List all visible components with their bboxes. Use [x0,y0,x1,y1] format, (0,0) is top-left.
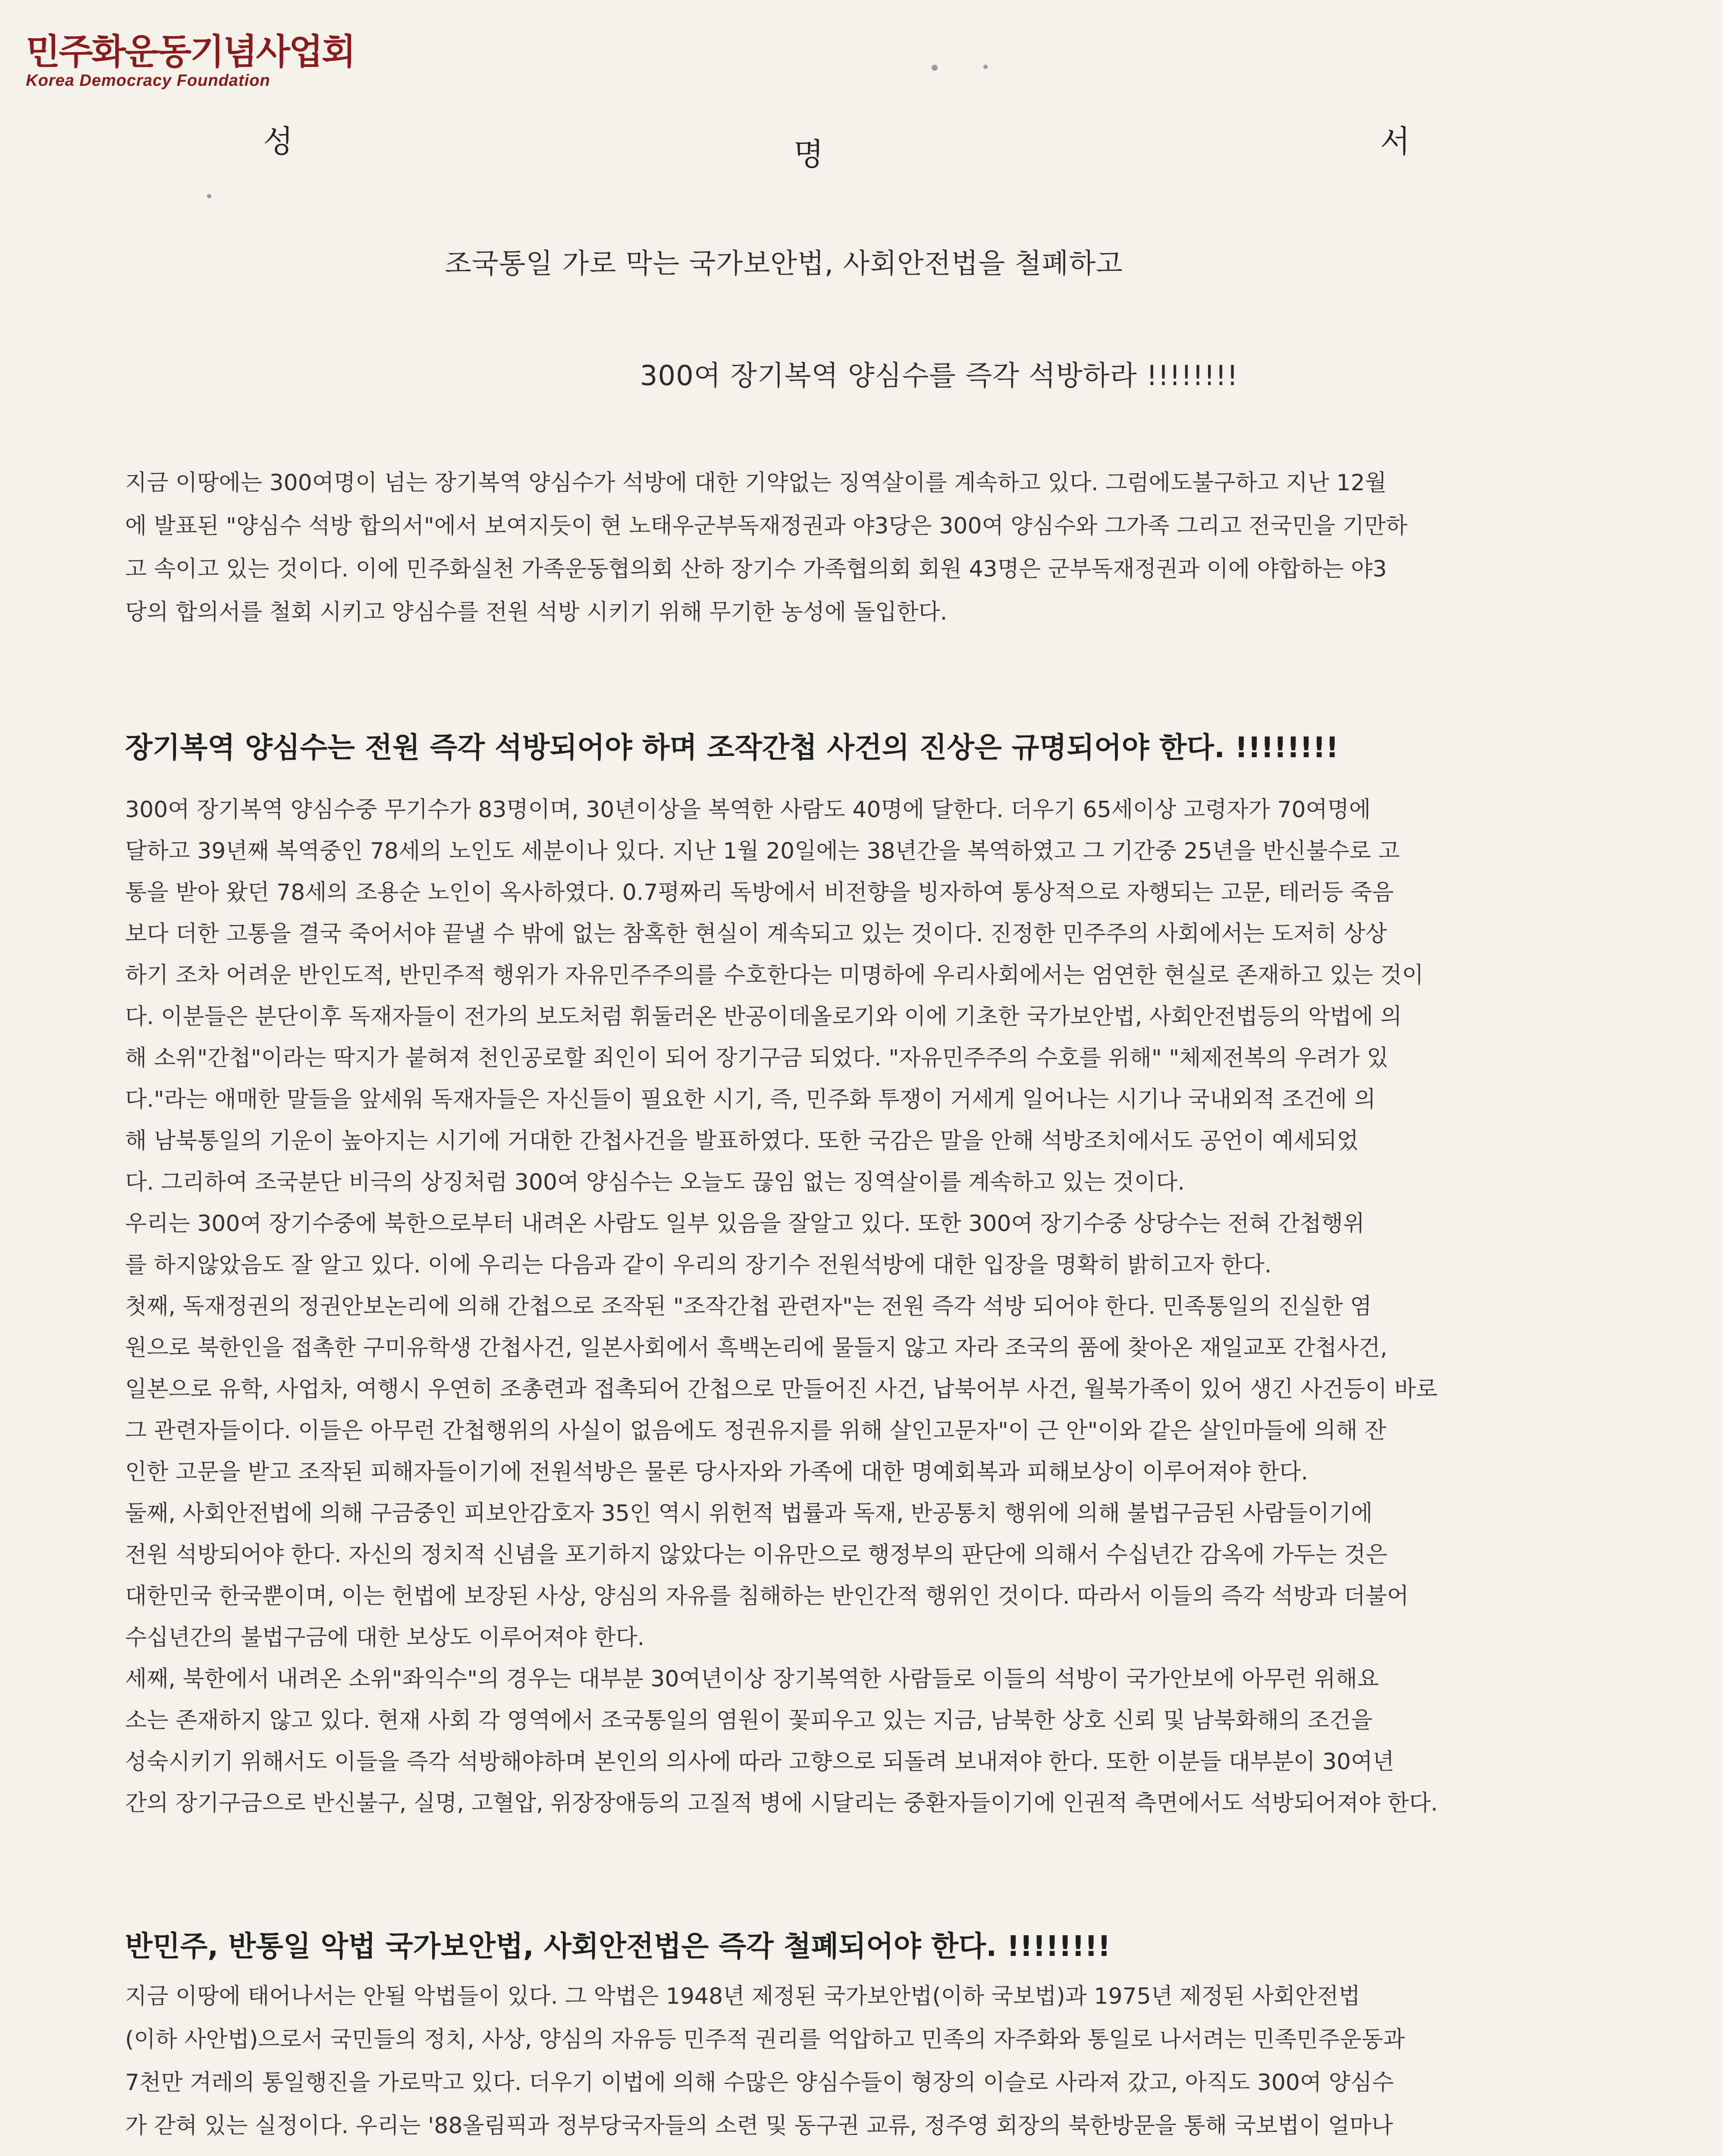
subtitle-line-1: 조국통일 가로 막는 국가보안법, 사회안전법을 철폐하고 [444,248,1123,280]
foundation-logo [26,24,355,90]
ink-dot [983,65,988,69]
text-line: 고 속이고 있는 것이다. 이에 민주화실천 가족운동협의회 산하 장기수 가족협의회 회원 43명은 군부독재정권과 이에 야합하는 야3 [125,556,1387,582]
text-line: 간의 장기구금으로 반신불구, 실명, 고혈압, 위장장애등의 고질적 병에 시달리는 중환자들이기에 인권적 측면에서도 석방되어져야 한다. [125,1790,1438,1816]
text-line: 다. 이분들은 분단이후 독재자들이 전가의 보도처럼 휘둘러온 반공이데올로기와 이에 기초한 국가보안법, 사회안전법등의 악법에 의 [125,1004,1402,1030]
text-line: 둘째, 사회안전법에 의해 구금중인 피보안감호자 35인 역시 위헌적 법률과 독재, 반공통치 행위에 의해 불법구금된 사람들이기에 [125,1501,1373,1526]
text-line: 인한 고문을 받고 조작된 피해자들이기에 전원석방은 물론 당사자와 가족에 대한 명예회복과 피해보상이 이루어져야 한다. [125,1459,1309,1485]
text-line: 다."라는 애매한 말들을 앞세워 독재자들은 자신들이 필요한 시기, 즉, 민주화 투쟁이 거세게 일어나는 시기나 국내외적 조건에 의 [125,1087,1376,1112]
title-char-3: 서 [1380,123,1410,160]
text-line: 에 발표된 "양심수 석방 합의서"에서 보여지듯이 현 노태우군부독재정권과 야3당은 300여 양심수와 그가족 그리고 전국민을 기만하 [125,513,1408,539]
text-line: (이하 사안법)으로서 국민들의 정치, 사상, 양심의 자유등 민주적 권리를 억압하고 민족의 자주화와 통일로 나서려는 민족민주운동과 [125,2027,1405,2053]
logo-korean-text: 민주화운동기념사업회 [26,32,355,72]
text-line: 전원 석방되어야 한다. 자신의 정치적 신념을 포기하지 않았다는 이유만으로 행정부의 판단에 의해서 수십년간 감옥에 가두는 것은 [125,1542,1387,1568]
title-char-2: 명 [794,136,824,172]
section-2-body [125,1975,1660,2156]
section-heading-1: 장기복역 양심수는 전원 즉각 석방되어야 하며 조작간첩 사건의 진상은 규명되어야 한다. !!!!!!!! [125,731,1339,764]
text-line: 성숙시키기 위해서도 이들을 즉각 석방해야하며 본인의 의사에 따라 고향으로 되돌려 보내져야 한다. 또한 이분들 대부분이 30여년 [125,1749,1394,1775]
text-line: 해 남북통일의 기운이 높아지는 시기에 거대한 간첩사건을 발표하였다. 또한 국감은 말을 안해 석방조치에서도 공언이 예세되었 [125,1128,1359,1154]
text-line: 당의 합의서를 철회 시키고 양심수를 전원 석방 시키기 위해 무기한 농성에 돌입한다. [125,599,948,625]
text-line: 가 갇혀 있는 실정이다. 우리는 '88올림픽과 정부당국자들의 소련 및 동구권 교류, 정주영 회장의 북한방문을 통해 국보법이 얼마나 [125,2113,1393,2139]
text-line: 7천만 겨레의 통일행진을 가로막고 있다. 더우기 이법에 의해 수많은 양심수들이 형장의 이슬로 사라져 갔고, 아직도 300여 양심수 [125,2070,1394,2096]
ink-dot [932,65,938,71]
text-line: 수십년간의 불법구금에 대한 보상도 이루어져야 한다. [125,1625,645,1651]
section-heading-2: 반민주, 반통일 악법 국가보안법, 사회안전법은 즉각 철폐되어야 한다. !!!!!!!! [125,1930,1111,1963]
text-line: 원으로 북한인을 접촉한 구미유학생 간첩사건, 일본사회에서 흑백논리에 물들지 않고 자라 조국의 품에 찾아온 재일교포 간첩사건, [125,1335,1387,1361]
text-line: 보다 더한 고통을 결국 죽어서야 끝낼 수 밖에 없는 참혹한 현실이 계속되고 있는 것이다. 진정한 민주주의 사회에서는 도저히 상상 [125,921,1387,947]
text-line: 를 하지않았음도 잘 알고 있다. 이에 우리는 다음과 같이 우리의 장기수 전원석방에 대한 입장을 명확히 밝히고자 한다. [125,1252,1272,1278]
text-line: 지금 이땅에 태어나서는 안될 악법들이 있다. 그 악법은 1948년 제정된 국가보안법(이하 국보법)과 1975년 제정된 사회안전법 [125,1984,1360,2009]
text-line: 일본으로 유학, 사업차, 여행시 우연히 조총련과 접촉되어 간첩으로 만들어진 사건, 납북어부 사건, 월북가족이 있어 생긴 사건등이 바로 [125,1376,1438,1402]
text-line: 지금 이땅에는 300여명이 넘는 장기복역 양심수가 석방에 대한 기약없는 징역살이를 계속하고 있다. 그럼에도불구하고 지난 12월 [125,470,1387,496]
text-line: 대한민국 한국뿐이며, 이는 헌법에 보장된 사상, 양심의 자유를 침해하는 반인간적 행위인 것이다. 따라서 이들의 즉각 석방과 더불어 [125,1583,1409,1609]
text-line: 달하고 39년째 복역중인 78세의 노인도 세분이나 있다. 지난 1월 20일에는 38년간을 복역하였고 그 기간중 25년을 반신불수로 고 [125,838,1400,864]
title-char-1: 성 [263,123,293,160]
text-line: 그 관련자들이다. 이들은 아무런 간첩행위의 사실이 없음에도 정권유지를 위해 살인고문자"이 근 안"이와 같은 살인마들에 의해 잔 [125,1418,1387,1444]
text-line: 하기 조차 어려운 반인도적, 반민주적 행위가 자유민주주의를 수호한다는 미명하에 우리사회에서는 엄연한 현실로 존재하고 있는 것이 [125,962,1424,988]
ink-dot [207,194,211,198]
document-title [0,103,1723,172]
text-line: 소는 존재하지 않고 있다. 현재 사회 각 영역에서 조국통일의 염원이 꽃피우고 있는 지금, 남북한 상호 신뢰 및 남북화해의 조건을 [125,1708,1373,1733]
text-line: 세째, 북한에서 내려온 소위"좌익수"의 경우는 대부분 30여년이상 장기복역한 사람들로 이들의 석방이 국가안보에 아무런 위해요 [125,1666,1379,1692]
text-line: 다. 그리하여 조국분단 비극의 상징처럼 300여 양심수는 오늘도 끊임 없는 징역살이를 계속하고 있는 것이다. [125,1169,1185,1195]
text-line [125,2147,1660,2156]
text-line: 통을 받아 왔던 78세의 조용순 노인이 옥사하였다. 0.7평짜리 독방에서 비전향을 빙자하여 통상적으로 자행되는 고문, 테러등 죽음 [125,880,1394,906]
text-line: 첫째, 독재정권의 정권안보논리에 의해 간첩으로 조작된 "조작간첩 관련자"는 전원 즉각 석방 되어야 한다. 민족통일의 진실한 염 [125,1294,1372,1319]
section-1-body [125,789,1660,1824]
text-line: 우리는 300여 장기수중에 북한으로부터 내려온 사람도 일부 있음을 잘알고 있다. 또한 300여 장기수중 상당수는 전혀 간첩행위 [125,1211,1365,1237]
text-line: 해 소위"간첩"이라는 딱지가 붙혀져 천인공로할 죄인이 되어 장기구금 되었다. "자유민주주의 수호를 위해" "체제전복의 우려가 있 [125,1045,1389,1071]
intro-paragraph [125,461,1660,634]
logo-english-text: Korea Democracy Foundation [26,72,270,90]
text-line: 300여 장기복역 양심수중 무기수가 83명이며, 30년이상을 복역한 사람도 40명에 달한다. 더우기 65세이상 고령자가 70여명에 [125,797,1371,823]
subtitle-line-2: 300여 장기복역 양심수를 즉각 석방하라 !!!!!!!! [640,360,1239,392]
